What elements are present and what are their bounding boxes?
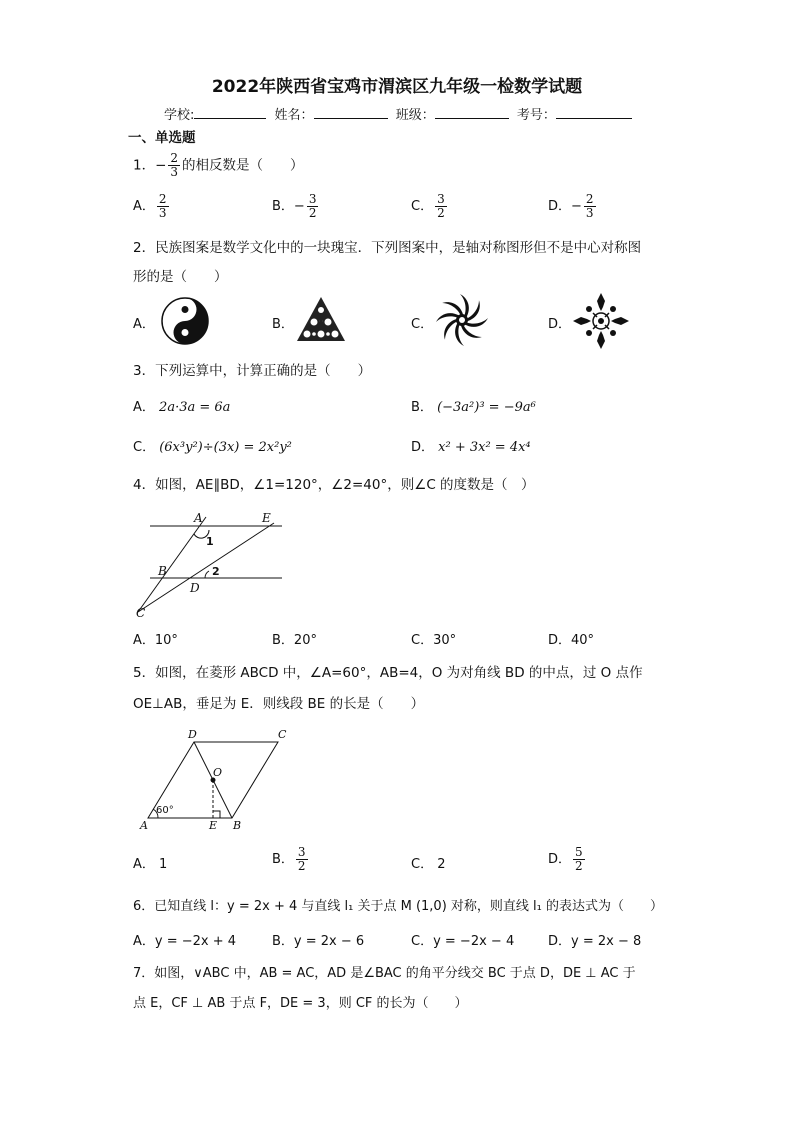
school-field[interactable]	[194, 105, 266, 119]
question-7-line1: 7．如图，∨ABC 中，AB = AC，AD 是∠BAC 的角平分线交 BC 于点 D，DE ⊥ AC 于	[133, 966, 636, 981]
q6-option-b[interactable]: B．y = 2x − 6	[272, 934, 365, 949]
q4-option-b[interactable]: B．20°	[272, 633, 317, 648]
q2-option-d-label[interactable]: D．	[548, 317, 572, 332]
q4-option-d[interactable]: D．40°	[548, 633, 595, 648]
class-field[interactable]	[435, 105, 509, 119]
svg-text:A: A	[194, 511, 203, 525]
svg-text:60°: 60°	[156, 805, 174, 816]
svg-text:C: C	[278, 728, 287, 741]
svg-text:B: B	[233, 819, 242, 832]
question-4: 4．如图，AE∥BD，∠1=120°，∠2=40°，则∠C 的度数是（ ）	[133, 477, 535, 493]
q1-option-a[interactable]: A． $\frac{2}{3}$	[133, 192, 167, 220]
q2-option-a-label[interactable]: A．	[133, 317, 155, 332]
number-field[interactable]	[556, 105, 632, 119]
class-label: 班级：	[395, 108, 435, 123]
question-2-line1: 2．民族图案是数学文化中的一块瑰宝．下列图案中，是轴对称图形但不是中心对称图	[133, 240, 642, 256]
svg-text:2: 2	[212, 565, 220, 578]
question-6: 6．已知直线 l：y = 2x + 4 与直线 l₁ 关于点 M (1,0) 对称，则直线 l₁ 的表达式为（ ）	[133, 899, 663, 914]
svg-text:O: O	[213, 766, 223, 779]
q6-option-a[interactable]: A．y = −2x + 4	[133, 934, 237, 949]
svg-text:1: 1	[206, 535, 214, 548]
svg-text:C: C	[136, 606, 146, 620]
q1-option-c[interactable]: C． $\frac{3}{2}$	[411, 192, 445, 220]
question-5-line1: 5．如图，在菱形 ABCD 中，∠A=60°，AB=4，O 为对角线 BD 的中点，过 O 点作	[133, 665, 643, 681]
question-5-line2: OE⊥AB，垂足为 E．则线段 BE 的长是（ ）	[133, 696, 425, 712]
fraction: $\frac{2}{3}$	[170, 151, 179, 179]
q4-option-c[interactable]: C．30°	[411, 633, 457, 648]
yin-yang-icon	[160, 296, 210, 346]
name-label: 姓名：	[274, 108, 314, 123]
svg-text:E: E	[209, 819, 218, 832]
svg-text:D: D	[190, 581, 200, 595]
q3-option-c[interactable]: C． (6x³y²)÷(3x) = 2x²y²	[133, 440, 292, 455]
q1-option-b[interactable]: B．− $\frac{3}{2}$	[272, 192, 317, 220]
svg-text:A: A	[140, 819, 148, 832]
question-7-line2: 点 E，CF ⊥ AB 于点 F，DE = 3，则 CF 的长为（ ）	[133, 996, 468, 1011]
q5-option-d[interactable]: D． $\frac{5}{2}$	[548, 845, 583, 873]
q2-option-c-label[interactable]: C．	[411, 317, 434, 332]
q1-option-d[interactable]: D．− $\frac{2}{3}$	[548, 192, 594, 220]
school-label: 学校:	[164, 108, 195, 123]
q4-option-a[interactable]: A．10°	[133, 633, 178, 648]
q6-option-d[interactable]: D．y = 2x − 8	[548, 934, 642, 949]
q5-rhombus-figure	[136, 726, 296, 834]
q3-option-b[interactable]: B． (−3a²)³ = −9a⁶	[411, 400, 536, 415]
q3-option-a[interactable]: A． 2a·3a = 6a	[133, 400, 231, 415]
question-3: 3．下列运算中，计算正确的是（ ）	[133, 363, 372, 379]
name-field[interactable]	[314, 105, 388, 119]
triangle-pattern-icon	[296, 296, 346, 342]
q2-option-b-label[interactable]: B．	[272, 317, 294, 332]
svg-text:B: B	[158, 564, 167, 578]
q6-option-c[interactable]: C．y = −2x − 4	[411, 934, 515, 949]
question-1: 1．− $\frac{2}{3}$ 的相反数是（ ）	[133, 151, 304, 179]
q3-option-d[interactable]: D． x² + 3x² = 4x⁴	[411, 440, 531, 455]
four-point-ornament-icon	[572, 292, 630, 350]
pinwheel-flower-icon	[434, 292, 490, 348]
svg-text:E: E	[262, 511, 271, 525]
student-info-line	[164, 104, 636, 123]
number-label: 考号：	[516, 108, 556, 123]
q5-option-a[interactable]: A． 1	[133, 857, 168, 872]
svg-text:D: D	[188, 728, 197, 741]
q4-figure	[130, 505, 290, 620]
page-title: 2022年陕西省宝鸡市渭滨区九年级一检数学试题	[211, 77, 583, 97]
section-heading: 一、单选题	[128, 130, 196, 146]
q5-option-c[interactable]: C． 2	[411, 857, 446, 872]
question-2-line2: 形的是（ ）	[133, 269, 228, 285]
q5-option-b[interactable]: B． $\frac{3}{2}$	[272, 845, 306, 873]
